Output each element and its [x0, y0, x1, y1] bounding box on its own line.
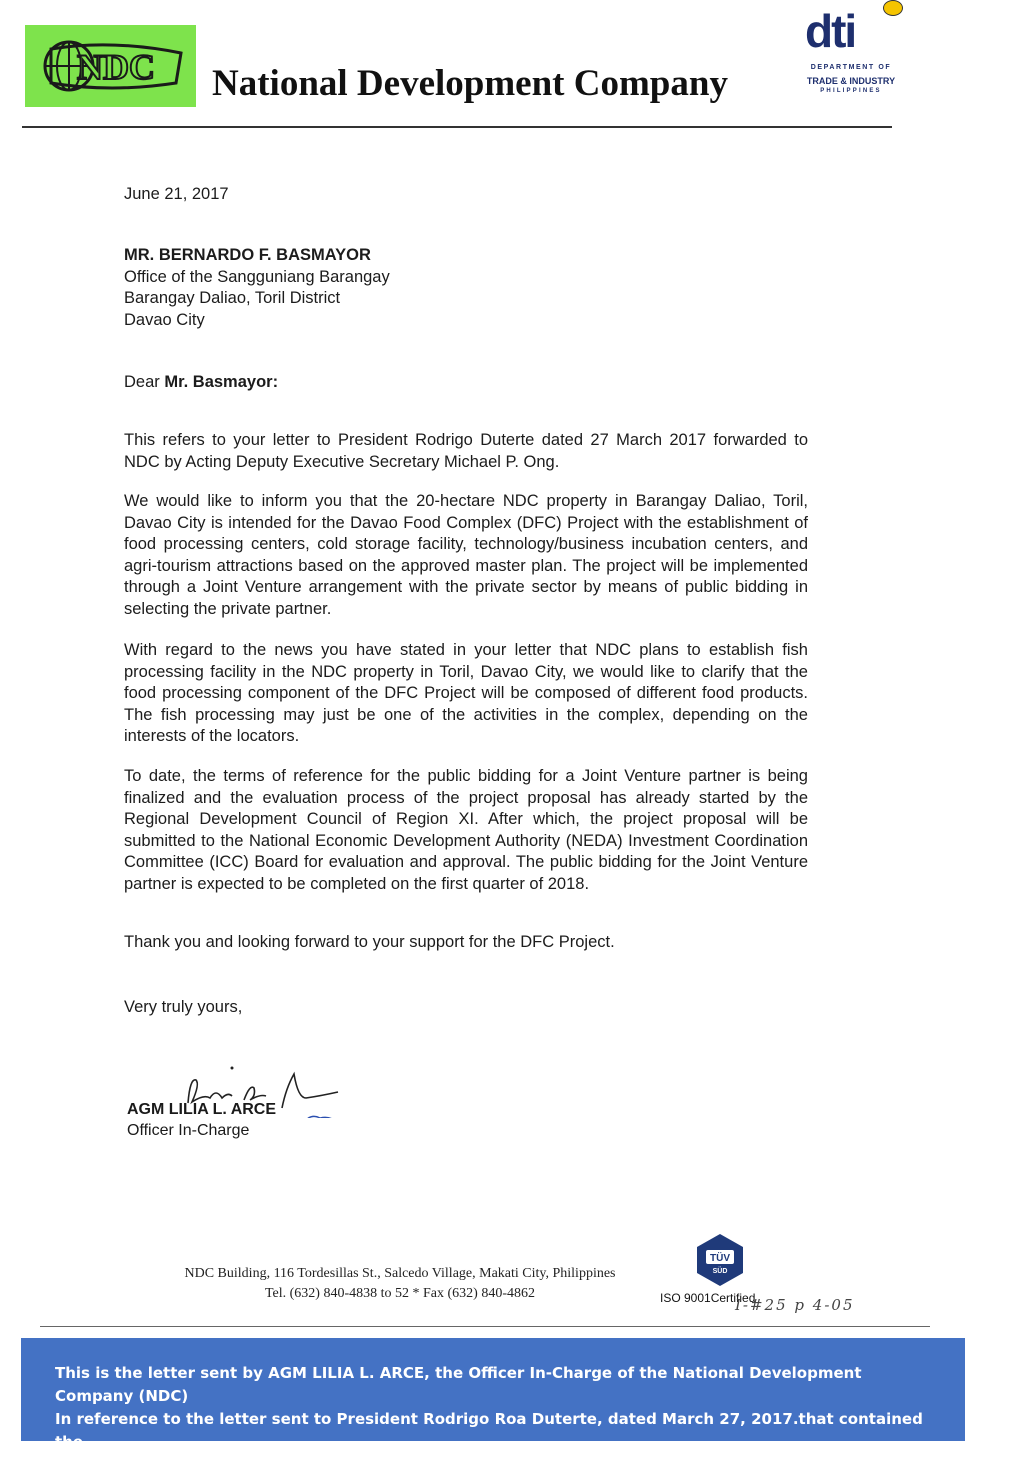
- dti-department-label: DEPARTMENT OF: [810, 64, 892, 71]
- letter-paragraph: Thank you and looking forward to your support for the DFC Project.: [124, 933, 615, 951]
- dti-logo: [805, 0, 897, 100]
- letter-paragraph: This refers to your letter to President Rodrigo Duterte dated 27 March 2017 forwarded to NDC by Acting Deputy Executive Secretary Michael P. Ong.: [124, 431, 808, 471]
- addressee-block: [124, 245, 808, 331]
- salutation-name: Mr. Basmayor:: [164, 373, 279, 391]
- caption-text: [55, 1362, 937, 1454]
- caption-line: In reference to the letter sent to President Rodrigo Roa Duterte, dated March 27, 2017.that contained the: [55, 1410, 923, 1451]
- ndc-logo: [25, 25, 196, 107]
- letter-paragraph: We would like to inform you that the 20-hectare NDC property in Barangay Daliao, Toril, Davao City is intended for the Davao Food Complex (DFC) Project with the establishment of food processing centers, cold storage facility, technology/business incubation centers, and agri-tourism attractions based on the approved master plan. The project will be implemented through a Joint Venture arrangement with the private sector by means of public bidding in selecting the private partner.: [124, 492, 808, 618]
- addressee-name: MR. BERNARDO F. BASMAYOR: [124, 246, 371, 264]
- footer-divider: [40, 1326, 930, 1327]
- svg-text:SÜD: SÜD: [712, 1268, 728, 1275]
- handwritten-reference-note: I-#25 p 4-05: [735, 1296, 855, 1314]
- svg-text:TÜV: TÜV: [710, 1253, 730, 1264]
- footer-address-line: NDC Building, 116 Tordesillas St., Salcedo Village, Makati City, Philippines: [184, 1266, 616, 1281]
- footer-address: [130, 1264, 670, 1304]
- addressee-line: Davao City: [124, 310, 205, 329]
- letter-date: June 21, 2017: [124, 185, 229, 203]
- addressee-line: Barangay Daliao, Toril District: [124, 289, 341, 307]
- caption-box: [21, 1338, 965, 1451]
- tuv-certification-icon: [692, 1232, 748, 1288]
- signer-title: Officer In-Charge: [127, 1122, 250, 1139]
- signer-name: AGM LILIA L. ARCE: [127, 1101, 277, 1118]
- addressee-line: Office of the Sangguniang Barangay: [124, 267, 390, 286]
- dti-wordmark: dti: [805, 5, 856, 57]
- salutation-prefix: Dear: [124, 373, 165, 391]
- letter-paragraph: To date, the terms of reference for the public bidding for a Joint Venture partner is being finalized and the evaluation process of the project proposal has already started by the Regional Development Council of Region XI. After which, the project proposal will be submitted to the National Economic Development Authority (NEDA) Investment Coordination Committee (ICC) Board for evaluation and approval. The public bidding for the Joint Venture partner is expected to be completed on the first quarter of 2018.: [124, 767, 808, 893]
- company-name: National Development Company: [212, 63, 728, 104]
- svg-text:NDC: NDC: [76, 47, 155, 87]
- dti-country-label: PHILIPPINES: [820, 88, 882, 94]
- ndc-emblem-icon: [31, 31, 191, 101]
- dti-badge-icon: [883, 0, 903, 16]
- dti-trade-label: TRADE & INDUSTRY: [806, 76, 896, 86]
- footer-contact-line: Tel. (632) 840-4838 to 52 * Fax (632) 840-4862: [264, 1286, 536, 1301]
- letter-paragraph: With regard to the news you have stated in your letter that NDC plans to establish fish processing facility in the NDC property in Toril, Davao City, we would like to clarify that the food processing component of the DFC Project will be composed of different food products. The fish processing may just be one of the activities in the complex, depending on the interests of the locators.: [124, 641, 808, 745]
- header-divider: [22, 126, 892, 128]
- salutation: [124, 372, 808, 394]
- closing: Very truly yours,: [124, 998, 243, 1016]
- caption-line: This is the letter sent by AGM LILIA L. ARCE, the Officer In-Charge of the National Development Company (NDC): [55, 1364, 862, 1405]
- iso-certified-label: ISO 9001Certified: [660, 1291, 756, 1305]
